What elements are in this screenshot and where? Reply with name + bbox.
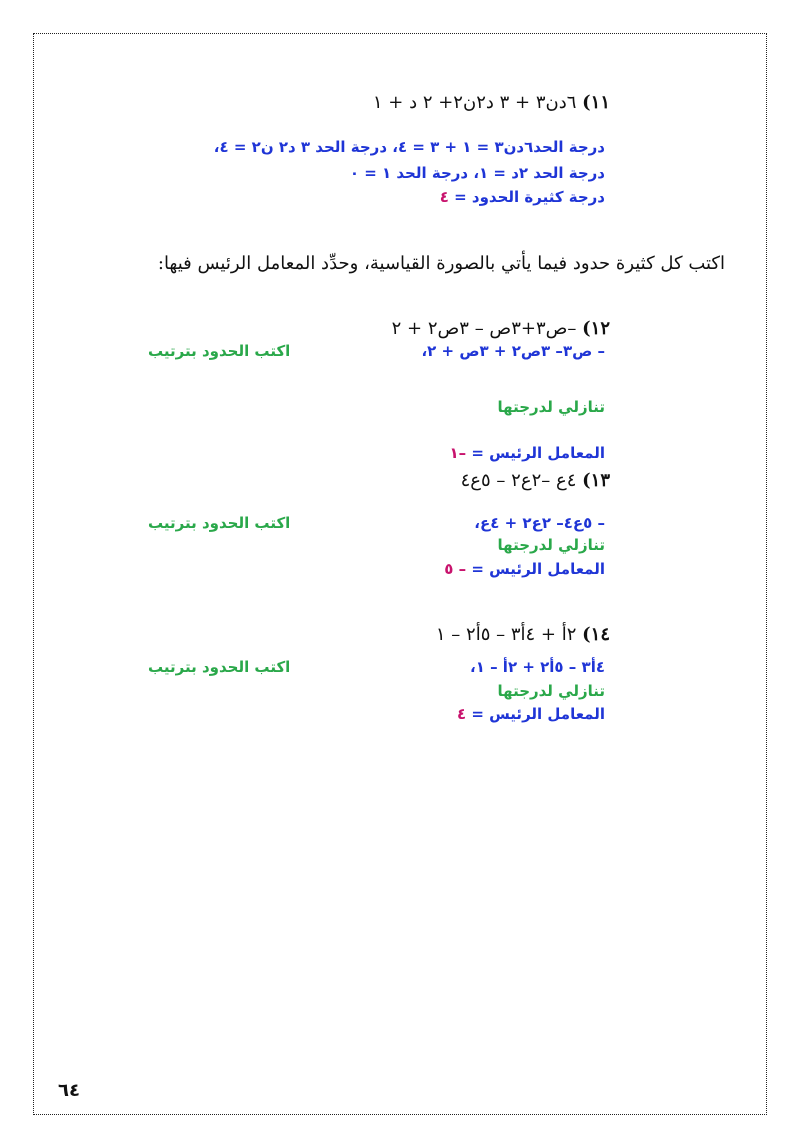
q14-coef-value: ٤ xyxy=(456,705,467,723)
q12-coefficient xyxy=(449,444,605,462)
q11-expression: ٦دن٣ + ٣ د٢ن٢+ ٢ د + ١ xyxy=(372,92,577,113)
q13-hint-b: تنازلي لدرجتها xyxy=(497,536,605,554)
q12-hint-b: تنازلي لدرجتها xyxy=(497,398,605,416)
q13-hint-a: اكتب الحدود بترتيب xyxy=(148,514,291,532)
q14-answer: ٤أ٣ – ٥أ٢ + ٢أ – ١، xyxy=(469,658,605,676)
q14-coef-label: المعامل الرئيس = xyxy=(466,705,605,723)
q13-answer: – ٥ع٤– ٢ع٢ + ٤ع، xyxy=(474,514,605,532)
q12-row xyxy=(392,318,610,339)
q12-expression: –ص٣+٣ص – ٣ص٢ + ٢ xyxy=(391,318,577,339)
q11-degree-value: ٤ xyxy=(439,188,449,206)
page-border xyxy=(33,33,767,1115)
q14-number: ١٤) xyxy=(582,624,610,645)
q13-coef-value: – ٥ xyxy=(444,560,467,578)
q13-coefficient xyxy=(444,560,605,578)
q11-answer-line-2: درجة الحد ٢د = ١، درجة الحد ١ = ٠ xyxy=(349,164,605,182)
q12-hint-a: اكتب الحدود بترتيب xyxy=(148,342,291,360)
q12-answer: – ص٣– ٣ص٢ + ٣ص + ٢، xyxy=(421,342,605,360)
page-number: ٦٤ xyxy=(58,1080,80,1101)
q12-coef-value: –١ xyxy=(449,444,467,462)
instruction-text: اكتب كل كثيرة حدود فيما يأتي بالصورة القياسية، وحدِّد المعامل الرئيس فيها: xyxy=(157,253,725,274)
q13-row xyxy=(461,470,610,491)
q11-answer-line-3 xyxy=(440,188,605,206)
q11-row xyxy=(373,92,610,113)
q14-hint-a: اكتب الحدود بترتيب xyxy=(148,658,291,676)
q14-hint-b: تنازلي لدرجتها xyxy=(497,682,605,700)
q12-coef-label: المعامل الرئيس = xyxy=(466,444,605,462)
q14-coefficient xyxy=(457,705,605,723)
q11-degree-label: درجة كثيرة الحدود = xyxy=(448,188,605,206)
q11-answer-line-1: درجة الحد٦دن٣ = ١ + ٣ = ٤، درجة الحد ٣ د٢ ن٢ = ٤، xyxy=(213,138,605,156)
q13-expression: ٤ع –٢ع٢ – ٥ع٤ xyxy=(460,470,577,491)
q14-expression: ٢أ + ٤أ٣ – ٥أ٢ – ١ xyxy=(435,624,577,645)
q12-number: ١٢) xyxy=(582,318,610,339)
q11-number: ١١) xyxy=(582,92,610,113)
q14-row xyxy=(436,624,610,645)
q13-coef-label: المعامل الرئيس = xyxy=(466,560,605,578)
q13-number: ١٣) xyxy=(582,470,610,491)
